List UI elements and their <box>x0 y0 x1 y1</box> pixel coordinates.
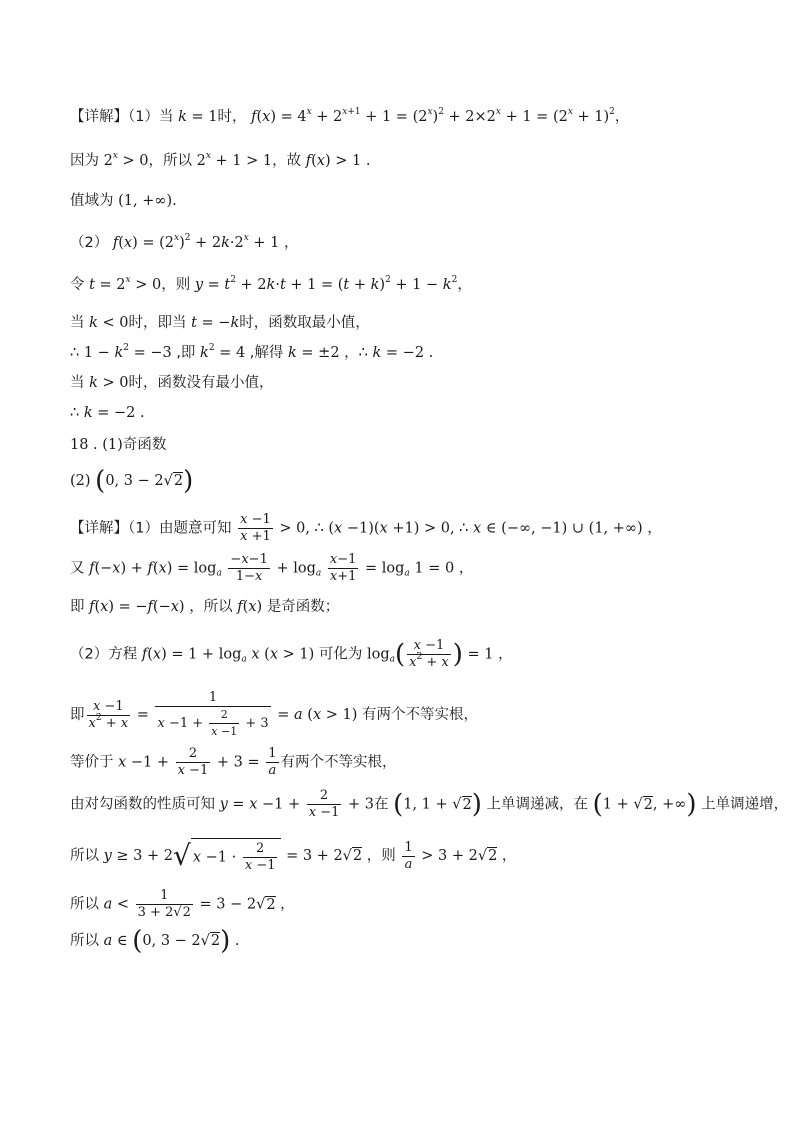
solution-line-2: 因为 $2^x > 0$，所以 $2^x + 1 > 1$，故 f(x) > 1 . <box>70 151 371 169</box>
solution-line-7: ∴ $1 - k^2 = -3$ ,即 $k^2 = 4$ ,解得 k = ±2 ，∴ k = −2 . <box>70 343 434 361</box>
solution-18-line-4: （2）方程 $f(x) = 1 + \log_a x$ (x > 1) 可化为 $\log_a$( $\frac{x -1}{x^2 + x}$ ) = 1 ， <box>70 638 513 670</box>
question-18-line-1: 18 . (1)奇函数 <box>70 437 167 453</box>
solution-18-line-1: 【详解】（1）由题意可知 $\frac{x -1}{x +1}$ > 0, ∴ (x −1)(x +1) > 0, ∴ x ∈ (−∞, −1) ∪ (1, +∞) ， <box>70 512 662 544</box>
solution-line-6: 当 k < 0时，即当 t = −k时，函数取最小值， <box>70 315 370 331</box>
solution-18-line-6: 等价于 x −1 + $\frac{2}{x -1}$ + 3 = $\frac{1}{a}$ 有两个不等实根， <box>70 746 397 778</box>
solution-18-line-2: 又 $f(-x) + f(x) = \log_a$ $\frac{-x-1}{1-x}$ + $\log_a$ $\frac{x-1}{x+1}$ = $\log_a 1 = 0$ ， <box>70 552 474 584</box>
solution-18-line-3: 即 f(x) = −f(−x) ，所以 f(x) 是奇函数； <box>70 599 340 615</box>
solution-line-5: 令 $t = 2^x > 0$，则 $y = t^2 + 2k\cdot t + 1 = (t + k)^2 + 1 - k^2$， <box>70 275 472 293</box>
solution-line-3: 值域为 (1, +∞). <box>70 193 177 209</box>
solution-line-4: （2） $f(x) = (2^x)^2 + 2k\cdot 2^x + 1$ ， <box>70 233 299 251</box>
solution-18-line-5: 即 $\frac{x -1}{x^2 + x}$ = 1 x −1 + $\frac{2}{x -1}$ + 3 = a (x > 1) 有两个不等实根， <box>70 690 478 738</box>
solution-18-line-9: 所以 a < $\frac{1}{3 + 2√2}$ = 3 − 2√2 ， <box>70 888 295 920</box>
solution-18-line-10: 所以 a ∈ (0, 3 − 2√2) . <box>70 926 240 956</box>
solution-18-line-8: 所以 y ≥ 3 + 2√ x −1 · $\frac{2}{x -1}$ = 3 + 2√2 ，则 $\frac{1}{a}$ > 3 + 2√2 ， <box>70 839 517 873</box>
solution-line-8: 当 k > 0时，函数没有最小值， <box>70 375 274 391</box>
solution-line-9: ∴ k = −2 . <box>70 405 145 421</box>
solution-line-1: 【详解】（1）当 k = 1时， $f(x) = 4^x + 2^{x+1} + 1 = (2^x)^2 + 2\times 2^x + 1 = (2^x + 1)^2$， <box>70 107 630 125</box>
question-18-line-2: (2) (0, 3 − 2√2) <box>70 466 194 496</box>
solution-18-line-7: 由对勾函数的性质可知 y = x −1 + $\frac{2}{x -1}$ + 3在 (1, 1 + √2) 上单调递减，在 (1 + √2, +∞) 上单调递增， <box>70 788 789 820</box>
